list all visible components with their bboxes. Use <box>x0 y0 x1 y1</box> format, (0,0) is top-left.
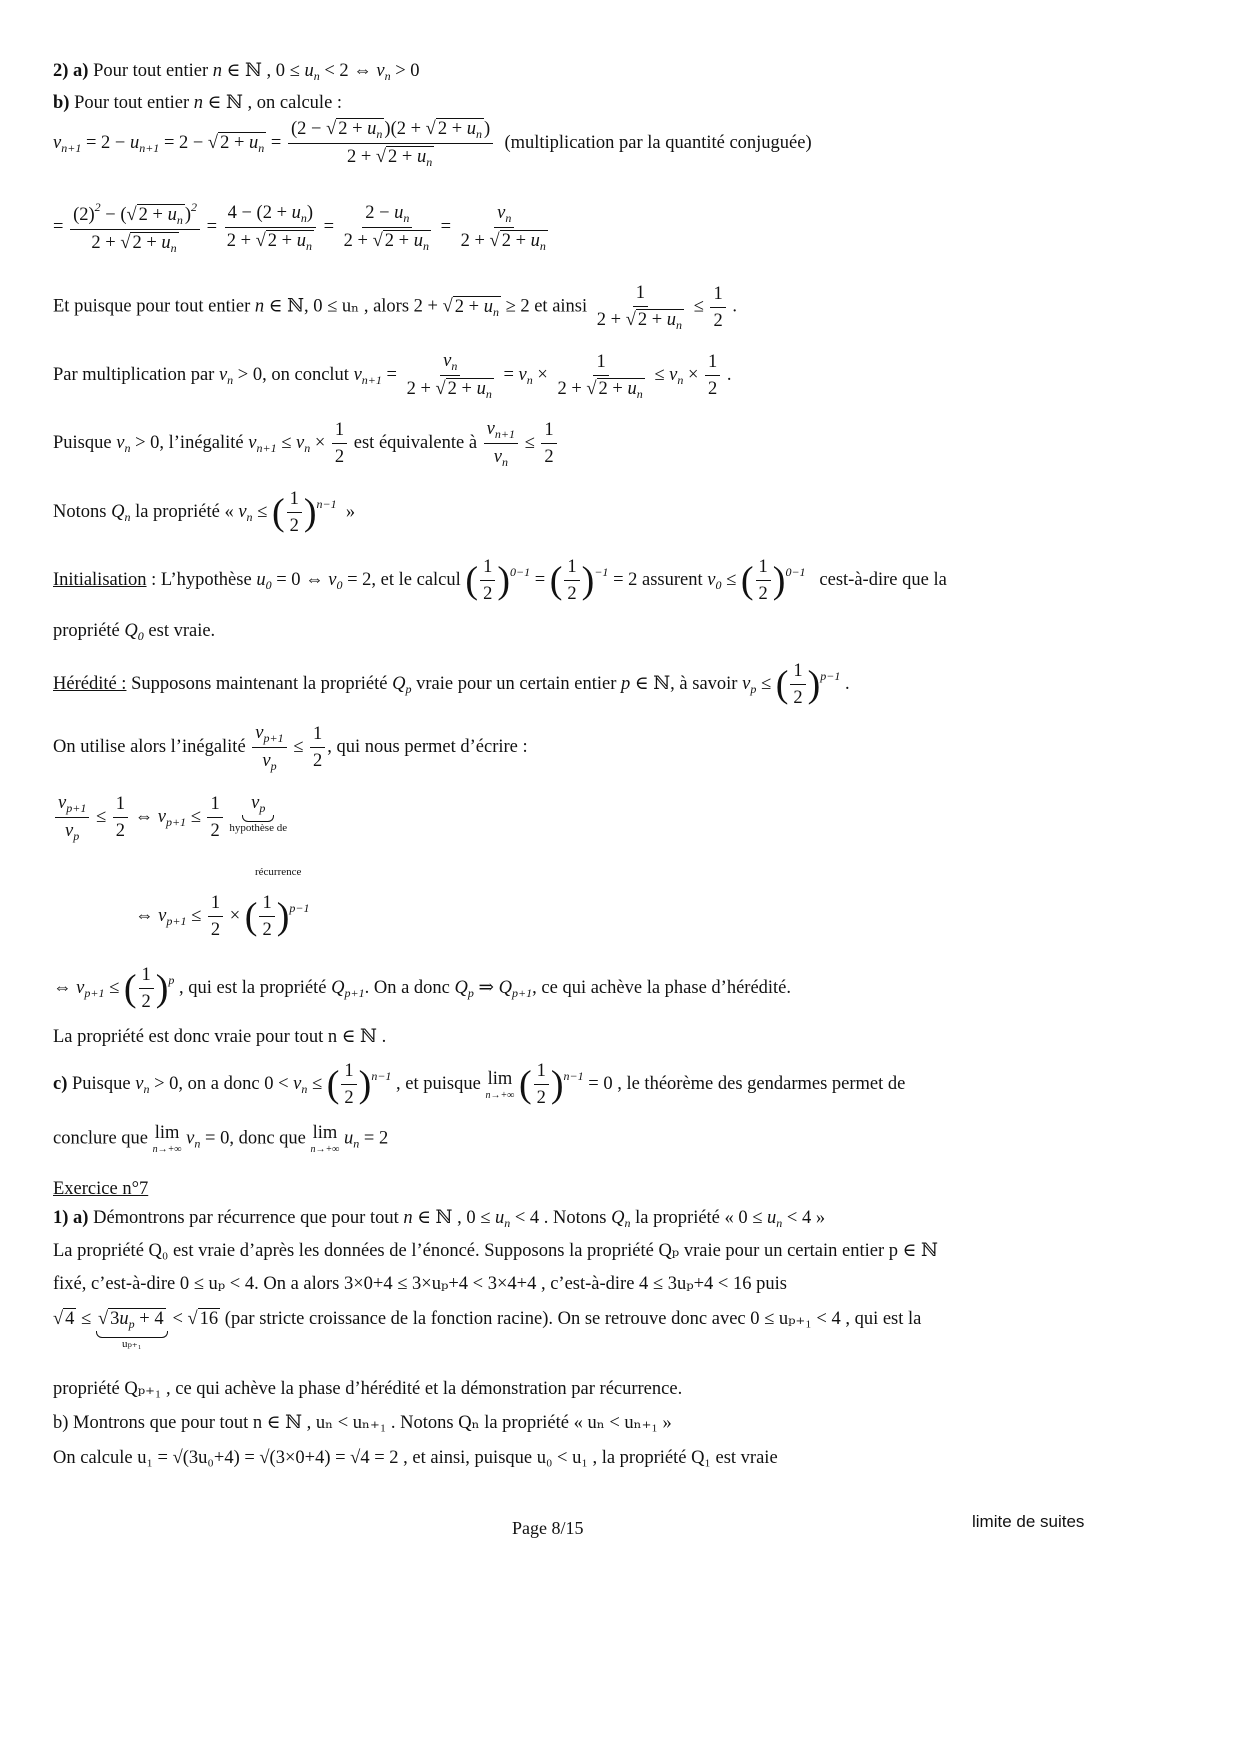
line-since-un-positive: Et puisque pour tout entier n ∈ ℕ, 0 ≤ uₙ , alors 2 + √ $2 + u_n \ge 2$ et ainsi $\frac{1}{2 + √ 2 + u_n}$ ≤ $\frac{1}{2}$ . <box>53 283 737 333</box>
line-ex7-1a: 1) a) Démontrons par récurrence que pour tout n ∈ ℕ , $0 \le u_n < 4$ . Notons $Q_n$ la propriété « $0 \le u_n < 4$ » <box>53 1208 826 1230</box>
line-initialisation: Initialisation : L’hypothèse $u_0 = 0$ ⇔ $v_0 = 2$, et le calcul ( $\frac{1}{2}$ )$^{0-1}$ = ( $\frac{1}{2}$ )$^{-1}$ = 2 assurent $v_0$ ≤ ( $\frac{1}{2}$ )$^{0-1}$ cest-à-dire que la <box>53 557 947 605</box>
line-equivalent-ratio: Puisque $v_n > 0$, l’inégalité $v_{n+1} \le v_n$ × $\frac{1}{2}$ est équivalente à $\frac{v_{n+1}}{v_n}$ ≤ $\frac{1}{2}$ <box>53 418 559 470</box>
line-ex7-1b: b) Montrons que pour tout n ∈ ℕ , uₙ < uₙ₊₁ . Notons Qₙ la propriété « uₙ < uₙ₊₁ » <box>53 1413 672 1433</box>
line-2c: c) Puisque $v_n > 0$, on a donc $0 < v_n$ ≤ ( $\frac{1}{2}$ )$^{n-1}$ , et puisque lim n→+∞ ( $\frac{1}{2}$ )$^{n-1}$ = 0 , le théorème des gendarmes permet de <box>53 1061 906 1109</box>
line-chain-1: $\frac{v_{p+1}}{v_p}$ ≤ $\frac{1}{2}$ ⇔ $v_{p+1}$ ≤ $\frac{1}{2}$ $v_p$ hypothèse de <box>53 792 287 844</box>
exercise-7-heading: Exercice n°7 <box>53 1179 149 1199</box>
line-Qp1: ⇔ $v_{p+1}$ ≤ ( $\frac{1}{2}$ )$^p$ , qui est la propriété $Q_{p+1}$. On a donc $Q_p$ ⇒ $Q_{p+1}$, ce qui achève la phase d’hérédité. <box>53 965 792 1013</box>
line-ex7-Qp1: propriété Qₚ₊₁ , ce qui achève la phase d’hérédité et la démonstration par récurrence. <box>53 1379 683 1399</box>
line-Q0-true: propriété $Q_0$ est vraie. <box>53 621 216 643</box>
line-2b: b) Pour tout entier n ∈ ℕ , on calcule : <box>53 93 343 113</box>
hypothesis-brace: $v_p$ hypothèse de <box>229 793 288 835</box>
conjugate-note: (multiplication par la quantité conjuguée) <box>504 133 812 154</box>
line-use-inequality: On utilise alors l’inégalité $\frac{v_{p+1}}{v_p}$ ≤ $\frac{1}{2}$ , qui nous permet d’écrire : <box>53 723 528 774</box>
equation-conjugate: $v_{n+1} = 2 - u_{n+1} = 2$ − √ $2 + u_n$ = $\frac{(2 - √ 2 + u_n )(2 + √ 2 + u_n )}{2 + √ 2 + u_n}$ (multiplication par la quantité conjuguée) <box>53 119 812 170</box>
line-ex7-calc: On calcule u₁ = √(3u₀+4) = √(3×0+4) = √4 = 2 , et ainsi, puisque u₀ < u₁ , la propriété Q₁ est vraie <box>53 1448 778 1468</box>
footer-title: limite de suites <box>972 1512 1085 1531</box>
line-multiplication: Par multiplication par $v_n > 0$, on conclut $v_{n+1}$ = $\frac{v_n}{2 + √ 2 + u_n}$ = $v_n$ × $\frac{1}{2 + √ 2 + u_n}$ ≤ $v_n$ × $\frac{1}{2}$ . <box>53 351 732 402</box>
line-ex7-fixe: fixé, c’est-à-dire 0 ≤ uₚ < 4. On a alors 3×0+4 ≤ 3×uₚ+4 < 3×4+4 , c’est-à-dire 4 ≤ 3uₚ+4 < 16 puis <box>53 1274 787 1294</box>
page-number: Page 8/15 <box>512 1518 584 1538</box>
line-notons-Qn: Notons $Q_n$ la propriété « $v_n$ ≤ ( $\frac{1}{2}$ )$^{n-1}$ » <box>53 489 356 537</box>
line-ex7-sqrt: √ 4 ≤ √ $3u_p + 4$ uₚ₊₁ < √ 16 (par stricte croissance de la fonction racine). On se retrouve donc avec 0 ≤ uₚ₊₁ < 4 , qui est la <box>53 1309 922 1351</box>
line-heredite: Hérédité : Supposons maintenant la propriété $Q_p$ vraie pour un certain entier p ∈ ℕ, à savoir $v_p$ ≤ ( $\frac{1}{2}$ )$^{p-1}$ . <box>53 661 850 709</box>
line-chain-2: récurrence ⇔ $v_{p+1}$ ≤ $\frac{1}{2}$ × ( $\frac{1}{2}$ )$^{p-1}$ <box>135 866 310 941</box>
line-ex7-Q0: La propriété Q₀ est vraie d’après les données de l’énoncé. Supposons la propriété Qₚ vraie pour un certain entier p ∈ ℕ <box>53 1241 938 1261</box>
line-conclude-limits: conclure que lim n→+∞ $v_n = 0$, donc que lim n→+∞ $u_n = 2$ <box>53 1123 389 1156</box>
line-conclusion: La propriété est donc vraie pour tout n ∈ ℕ . <box>53 1027 387 1047</box>
equation-simplify: = $\frac{(2)^2 - (√ 2 + u_n )^2}{2 + √ 2 + u_n}$ = $\frac{4 - (2 + u_n)}{2 + √ 2 + u_n}$ = $\frac{2 - u_n}{2 + √ 2 + u_n}$ = $\frac{v_n}{2 + √ 2 + u_n}$ <box>53 200 546 256</box>
line-2a: 2) a) Pour tout entier n ∈ ℕ , $0 \le u_n < 2$ ⇔ $v_n > 0$ <box>53 61 420 83</box>
heredite-heading: Hérédité : <box>53 673 127 694</box>
initialisation-heading: Initialisation <box>53 569 147 590</box>
